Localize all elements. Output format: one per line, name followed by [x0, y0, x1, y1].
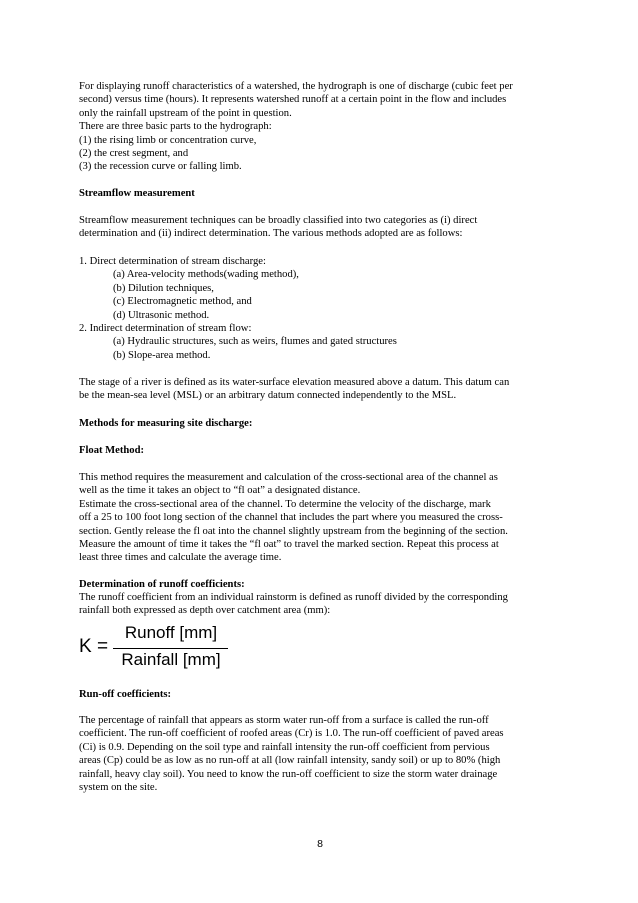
- text-line: For displaying runoff characteristics of a watershed, the hydrograph is one of discharge (cubic feet per: [79, 81, 513, 92]
- text-line: off a 25 to 100 foot long section of the channel that includes the part where you measured the cross-: [79, 512, 503, 524]
- text-line: The percentage of rainfall that appears as storm water run-off from a surface is called the run-off: [79, 715, 489, 726]
- list-title: 2. Indirect determination of stream flow:: [79, 322, 252, 334]
- text-line: system on the site.: [79, 781, 158, 793]
- text-line: The stage of a river is defined as its water-surface elevation measured above a datum. This datum can: [79, 377, 510, 388]
- text-line: least three times and calculate the average time.: [79, 552, 282, 564]
- float-method-heading: Float Method:: [79, 445, 145, 456]
- text-line: section. Gently release the fl oat into the channel slightly upstream from the beginning of the section.: [79, 525, 508, 537]
- methods-list: [79, 255, 579, 362]
- text-line: be the mean-sea level (MSL) or an arbitrary datum connected independently to the MSL.: [79, 390, 457, 402]
- intro-paragraph: [79, 80, 579, 174]
- text-line: rainfall, heavy clay soil). You need to know the run-off coefficient to size the storm water drainage: [79, 768, 498, 780]
- list-item: (d) Ultrasonic method.: [113, 309, 210, 321]
- float-method-paragraph: [79, 471, 579, 565]
- runoff-coefficients-paragraph: [79, 714, 579, 794]
- text-line: rainfall both expressed as depth over catchment area (mm):: [79, 605, 331, 617]
- text-line: The runoff coefficient from an individual rainstorm is defined as runoff divided by the corresponding: [79, 592, 508, 603]
- text-line: Streamflow measurement techniques can be broadly classified into two categories as (i) direct: [79, 215, 478, 226]
- page-number: 8: [317, 838, 323, 850]
- stage-paragraph: [79, 376, 579, 403]
- list-item: (a) Hydraulic structures, such as weirs, flumes and gated structures: [113, 336, 397, 348]
- text-line: second) versus time (hours). It represents watershed runoff at a certain point in the flow and includes: [79, 94, 507, 106]
- list-item: (b) Dilution techniques,: [113, 282, 214, 294]
- list-item: (b) Slope-area method.: [113, 349, 211, 361]
- text-line: Estimate the cross-sectional area of the channel. To determine the velocity of the discharge, mark: [79, 498, 491, 510]
- list-item: (a) Area-velocity methods(wading method),: [113, 269, 299, 281]
- formula-denominator: Rainfall [mm]: [121, 650, 221, 669]
- text-line: coefficient. The run-off coefficient of roofed areas (Cr) is 1.0. The run-off coefficient of paved areas: [79, 728, 504, 740]
- coefficient-determination-paragraph: [79, 591, 579, 618]
- text-line: (1) the rising limb or concentration curve,: [79, 134, 257, 146]
- text-line: This method requires the measurement and calculation of the cross-sectional area of the channel as: [79, 472, 498, 483]
- site-discharge-heading: Methods for measuring site discharge:: [79, 418, 253, 429]
- text-line: There are three basic parts to the hydrograph:: [79, 121, 272, 133]
- text-line: areas (Cp) could be as low as no run-off at all (low rainfall intensity, sandy soil) or up to 80% (high: [79, 755, 501, 767]
- list-item: (c) Electromagnetic method, and: [113, 296, 252, 308]
- text-line: (2) the crest segment, and: [79, 147, 189, 159]
- text-line: determination and (ii) indirect determination. The various methods adopted are as follows:: [79, 228, 463, 240]
- text-line: Measure the amount of time it takes the “fl oat” to travel the marked section. Repeat this process at: [79, 538, 499, 550]
- runoff-coefficient-formula: [79, 620, 239, 672]
- streamflow-paragraph: [79, 214, 579, 241]
- text-line: (3) the recession curve or falling limb.: [79, 161, 242, 173]
- runoff-coefficients-heading: Run-off coefficients:: [79, 689, 172, 700]
- list-title: 1. Direct determination of stream discharge:: [79, 256, 266, 267]
- text-line: well as the time it takes an object to “fl oat” a designated distance.: [79, 485, 361, 497]
- streamflow-heading: Streamflow measurement: [79, 188, 195, 199]
- text-line: only the rainfall upstream of the point in question.: [79, 107, 292, 119]
- coefficient-determination-heading: Determination of runoff coefficients:: [79, 579, 245, 590]
- formula-numerator: Runoff [mm]: [124, 623, 218, 642]
- formula-lhs: K =: [79, 636, 109, 657]
- text-line: (Ci) is 0.9. Depending on the soil type and rainfall intensity the run-off coefficient from pervious: [79, 741, 490, 753]
